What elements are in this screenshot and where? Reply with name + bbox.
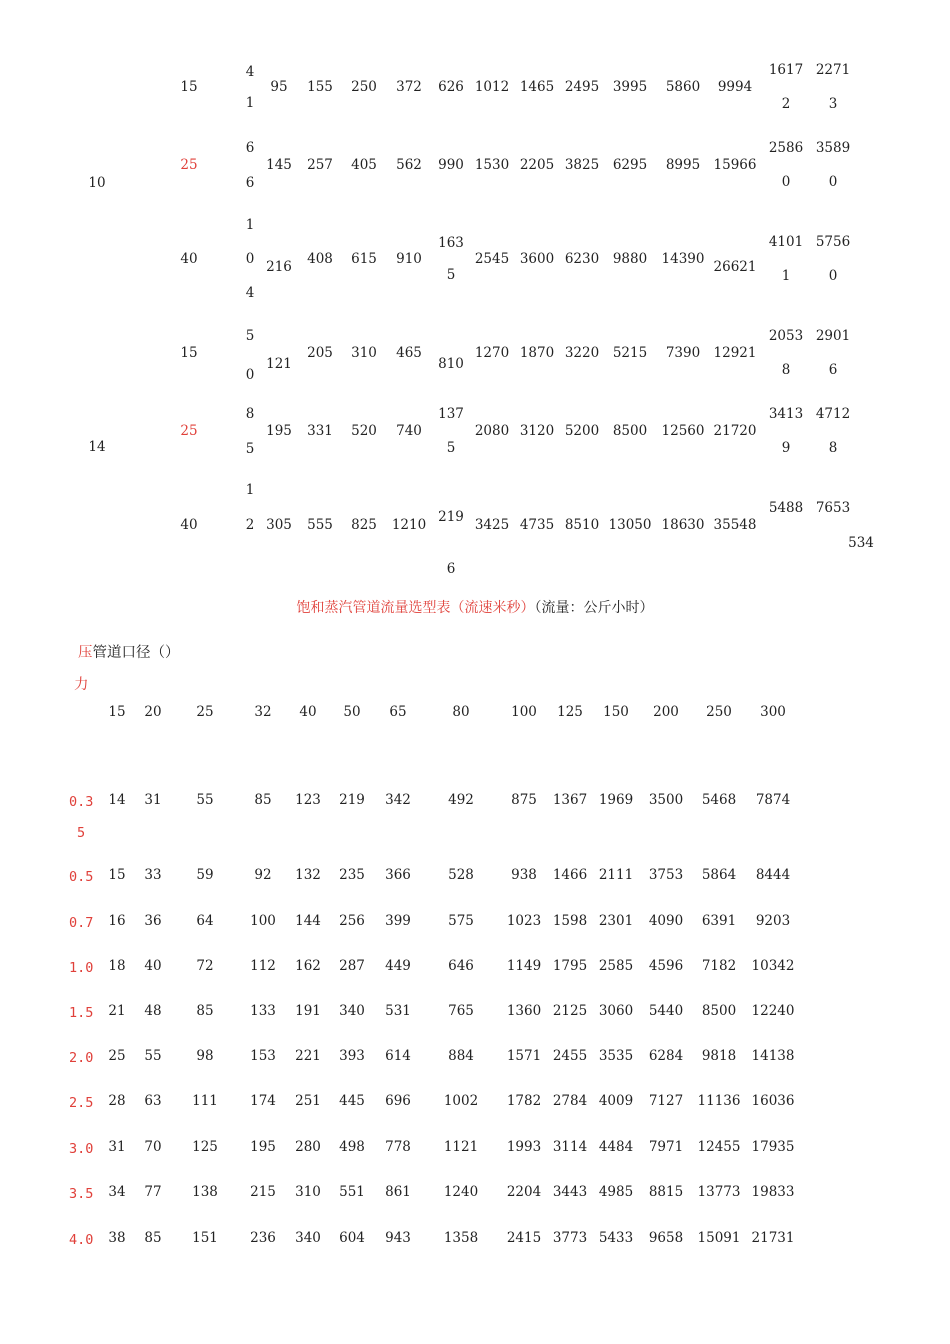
flow-value: 875 [511, 792, 537, 808]
pressure-label: 5 [77, 825, 86, 841]
flow-value: 4985 [598, 1184, 634, 1200]
flow-value: 1993 [506, 1139, 542, 1155]
diameter-header: 32 [254, 704, 272, 720]
flow-value: 257 [307, 157, 333, 173]
flow-value: 21 [108, 1003, 126, 1019]
flow-value: 9203 [755, 913, 791, 929]
flow-value: 555 [307, 517, 333, 533]
flow-value: 1002 [443, 1093, 479, 1109]
flow-value: 310 [295, 1184, 321, 1200]
flow-value: 740 [396, 423, 422, 439]
diameter-header: 80 [452, 704, 470, 720]
flow-value: 36 [144, 913, 162, 929]
diameter-header: 100 [511, 704, 537, 720]
flow-value: 778 [385, 1139, 411, 1155]
pressure-label-1: 压 [78, 645, 93, 661]
flow-value: 9 [781, 440, 791, 456]
flow-value: 5 [245, 327, 255, 344]
flow-value: 8995 [665, 157, 701, 173]
flow-value: 6 [446, 561, 456, 577]
flow-value: 520 [351, 423, 377, 439]
flow-value: 33 [144, 867, 162, 883]
flow-value: 4 [245, 285, 255, 301]
flow-value: 825 [351, 517, 377, 533]
flow-value: 8510 [564, 517, 600, 533]
flow-value: 28 [108, 1093, 126, 1109]
flow-value: 449 [385, 958, 411, 974]
flow-value: 121 [266, 356, 292, 372]
flow-value: 0 [245, 251, 255, 267]
flow-value: 112 [250, 958, 276, 974]
flow-value: 287 [339, 958, 365, 974]
flow-value: 1571 [506, 1048, 542, 1064]
flow-value: 3114 [552, 1139, 588, 1155]
flow-value: 6295 [612, 157, 648, 173]
flow-value: 2 [781, 96, 791, 112]
flow-value: 15 [108, 867, 126, 883]
flow-value: 1 [781, 268, 791, 284]
diameter-header: 65 [389, 704, 407, 720]
flow-value: 5 [446, 440, 456, 456]
flow-value: 3120 [519, 423, 555, 439]
flow-value: 4101 [768, 234, 804, 250]
flow-value: 7971 [648, 1139, 684, 1155]
flow-value: 1367 [552, 792, 588, 808]
diameter-header: 15 [108, 704, 126, 720]
flow-value: 12455 [697, 1139, 741, 1155]
flow-value: 85 [144, 1230, 162, 1246]
flow-value: 9658 [648, 1230, 684, 1246]
pressure-group-label: 10 [88, 175, 106, 191]
velocity-label: 15 [180, 345, 198, 361]
flow-value: 8815 [648, 1184, 684, 1200]
flow-value: 810 [438, 356, 464, 372]
flow-value: 219 [438, 509, 464, 525]
flow-value: 153 [250, 1048, 276, 1064]
flow-value: 498 [339, 1139, 365, 1155]
flow-value: 3589 [815, 140, 851, 156]
flow-value: 205 [307, 345, 333, 361]
flow-value: 6 [245, 174, 255, 191]
flow-value: 138 [192, 1184, 218, 1200]
flow-value: 5 [446, 267, 456, 283]
flow-value: 938 [511, 867, 537, 883]
flow-value: 2204 [506, 1184, 542, 1200]
flow-value: 465 [396, 345, 422, 361]
diameter-header: 125 [557, 704, 583, 720]
flow-value: 8444 [755, 867, 791, 883]
flow-value: 145 [266, 157, 292, 173]
flow-value: 77 [144, 1184, 162, 1200]
flow-value: 614 [385, 1048, 411, 1064]
flow-value: 10342 [751, 958, 795, 974]
flow-value: 48 [144, 1003, 162, 1019]
flow-value: 15966 [713, 157, 757, 173]
flow-value: 5864 [701, 867, 737, 883]
flow-value: 3753 [648, 867, 684, 883]
flow-value: 1121 [443, 1139, 479, 1155]
flow-value: 1617 [768, 62, 804, 78]
pressure-label: 0.5 [69, 869, 94, 885]
pressure-group-label: 14 [88, 439, 106, 455]
flow-value: 646 [448, 958, 474, 974]
flow-value: 884 [448, 1048, 474, 1064]
flow-value: 2271 [815, 62, 851, 78]
flow-value: 8 [828, 440, 838, 456]
flow-value: 2784 [552, 1093, 588, 1109]
flow-value: 575 [448, 913, 474, 929]
flow-value: 910 [396, 251, 422, 267]
diameter-header: 300 [760, 704, 786, 720]
flow-value: 1270 [474, 345, 510, 361]
flow-value: 155 [307, 79, 333, 95]
flow-value: 7390 [665, 345, 701, 361]
flow-value: 0 [781, 174, 791, 190]
flow-value: 1465 [519, 79, 555, 95]
flow-value: 696 [385, 1093, 411, 1109]
flow-value: 4090 [648, 913, 684, 929]
flow-value: 1360 [506, 1003, 542, 1019]
diameter-header: 200 [653, 704, 679, 720]
flow-value: 990 [438, 157, 464, 173]
pressure-label: 1.0 [69, 960, 94, 976]
flow-value: 372 [396, 79, 422, 95]
flow-value: 144 [295, 913, 321, 929]
flow-value: 1969 [598, 792, 634, 808]
flow-value: 492 [448, 792, 474, 808]
flow-value: 8 [245, 405, 255, 422]
flow-value: 366 [385, 867, 411, 883]
flow-value: 38 [108, 1230, 126, 1246]
flow-value: 31 [144, 792, 162, 808]
flow-value: 16 [108, 913, 126, 929]
flow-value: 943 [385, 1230, 411, 1246]
diameter-header: 150 [603, 704, 629, 720]
flow-value: 12560 [661, 423, 705, 439]
flow-value: 95 [270, 79, 288, 95]
flow-value: 133 [250, 1003, 276, 1019]
flow-value: 7182 [701, 958, 737, 974]
flow-value: 2585 [598, 958, 634, 974]
flow-value: 9818 [701, 1048, 737, 1064]
flow-value: 7127 [648, 1093, 684, 1109]
flow-value: 534 [848, 535, 874, 551]
diameter-header: 40 [299, 704, 317, 720]
column-header-label [78, 641, 180, 662]
pressure-label: 0.3 [69, 794, 94, 810]
table-title [0, 597, 950, 617]
flow-value: 5756 [815, 234, 851, 250]
flow-value: 2455 [552, 1048, 588, 1064]
flow-value: 195 [266, 423, 292, 439]
velocity-label: 25 [180, 423, 198, 439]
flow-value: 55 [144, 1048, 162, 1064]
flow-value: 6391 [701, 913, 737, 929]
pressure-label: 3.0 [69, 1141, 94, 1157]
flow-value: 3600 [519, 251, 555, 267]
flow-value: 5200 [564, 423, 600, 439]
flow-value: 405 [351, 157, 377, 173]
pressure-label: 2.5 [69, 1095, 94, 1111]
flow-value: 70 [144, 1139, 162, 1155]
flow-value: 18 [108, 958, 126, 974]
flow-value: 8500 [701, 1003, 737, 1019]
flow-value: 2415 [506, 1230, 542, 1246]
pressure-label: 0.7 [69, 915, 94, 931]
flow-value: 15091 [697, 1230, 741, 1246]
flow-value: 137 [438, 406, 464, 422]
flow-value: 445 [339, 1093, 365, 1109]
flow-value: 3773 [552, 1230, 588, 1246]
pipe-diameter-label: 管道口径（） [92, 645, 180, 661]
flow-value: 4 [245, 63, 255, 80]
flow-value: 1 [245, 217, 255, 233]
flow-value: 2495 [564, 79, 600, 95]
flow-value: 132 [295, 867, 321, 883]
flow-value: 3413 [768, 406, 804, 422]
flow-value: 34 [108, 1184, 126, 1200]
flow-value: 1012 [474, 79, 510, 95]
flow-value: 215 [250, 1184, 276, 1200]
flow-value: 1210 [391, 517, 427, 533]
velocity-label: 40 [180, 251, 198, 267]
flow-value: 14138 [751, 1048, 795, 1064]
title-unit: （流量：公斤小时） [534, 600, 654, 616]
flow-value: 256 [339, 913, 365, 929]
flow-value: 59 [196, 867, 214, 883]
flow-value: 98 [196, 1048, 214, 1064]
flow-value: 1530 [474, 157, 510, 173]
flow-value: 2205 [519, 157, 555, 173]
flow-value: 2586 [768, 140, 804, 156]
flow-value: 12240 [751, 1003, 795, 1019]
velocity-label: 15 [180, 79, 198, 95]
flow-value: 2125 [552, 1003, 588, 1019]
flow-value: 4735 [519, 517, 555, 533]
flow-value: 2301 [598, 913, 634, 929]
flow-value: 2901 [815, 328, 851, 344]
flow-value: 3425 [474, 517, 510, 533]
flow-value: 4596 [648, 958, 684, 974]
flow-value: 72 [196, 958, 214, 974]
flow-value: 2545 [474, 251, 510, 267]
flow-value: 6284 [648, 1048, 684, 1064]
flow-value: 9880 [612, 251, 648, 267]
pressure-label-2: 力 [74, 677, 89, 693]
flow-value: 3443 [552, 1184, 588, 1200]
flow-value: 4484 [598, 1139, 634, 1155]
flow-value: 3825 [564, 157, 600, 173]
flow-value: 14 [108, 792, 126, 808]
flow-value: 3995 [612, 79, 648, 95]
flow-value: 26621 [713, 259, 757, 275]
flow-value: 18630 [661, 517, 705, 533]
flow-value: 5860 [665, 79, 701, 95]
flow-value: 604 [339, 1230, 365, 1246]
flow-value: 4009 [598, 1093, 634, 1109]
flow-value: 5488 [768, 500, 804, 516]
flow-value: 13773 [697, 1184, 741, 1200]
flow-value: 123 [295, 792, 321, 808]
flow-value: 280 [295, 1139, 321, 1155]
diameter-header: 250 [706, 704, 732, 720]
flow-value: 174 [250, 1093, 276, 1109]
flow-value: 551 [339, 1184, 365, 1200]
flow-value: 100 [250, 913, 276, 929]
flow-value: 1466 [552, 867, 588, 883]
velocity-label: 40 [180, 517, 198, 533]
flow-value: 7653 [815, 500, 851, 516]
flow-value: 111 [192, 1093, 218, 1109]
flow-value: 4712 [815, 406, 851, 422]
flow-value: 5433 [598, 1230, 634, 1246]
flow-value: 8500 [612, 423, 648, 439]
flow-value: 7874 [755, 792, 791, 808]
flow-value: 17935 [751, 1139, 795, 1155]
flow-value: 1 [245, 94, 255, 111]
flow-value: 3535 [598, 1048, 634, 1064]
flow-value: 25 [108, 1048, 126, 1064]
flow-value: 2080 [474, 423, 510, 439]
flow-value: 63 [144, 1093, 162, 1109]
flow-value: 55 [196, 792, 214, 808]
flow-value: 195 [250, 1139, 276, 1155]
flow-value: 305 [266, 517, 292, 533]
flow-value: 3 [828, 96, 838, 112]
flow-value: 399 [385, 913, 411, 929]
flow-value: 6 [245, 139, 255, 156]
flow-value: 21720 [713, 423, 757, 439]
flow-value: 64 [196, 913, 214, 929]
flow-value: 40 [144, 958, 162, 974]
flow-value: 0 [828, 174, 838, 190]
flow-value: 219 [339, 792, 365, 808]
diameter-header: 50 [343, 704, 361, 720]
flow-value: 528 [448, 867, 474, 883]
flow-value: 125 [192, 1139, 218, 1155]
pressure-label: 2.0 [69, 1050, 94, 1066]
flow-value: 35548 [713, 517, 757, 533]
flow-value: 340 [339, 1003, 365, 1019]
flow-value: 250 [351, 79, 377, 95]
flow-value: 765 [448, 1003, 474, 1019]
flow-value: 861 [385, 1184, 411, 1200]
flow-value: 5215 [612, 345, 648, 361]
flow-value: 162 [295, 958, 321, 974]
flow-value: 251 [295, 1093, 321, 1109]
flow-value: 615 [351, 251, 377, 267]
flow-value: 19833 [751, 1184, 795, 1200]
flow-value: 151 [192, 1230, 218, 1246]
flow-value: 1782 [506, 1093, 542, 1109]
flow-value: 1 [245, 481, 255, 498]
flow-value: 12921 [713, 345, 757, 361]
flow-value: 9994 [717, 79, 753, 95]
flow-value: 13050 [608, 517, 652, 533]
flow-value: 191 [295, 1003, 321, 1019]
flow-value: 21731 [751, 1230, 795, 1246]
flow-value: 2053 [768, 328, 804, 344]
flow-value: 340 [295, 1230, 321, 1246]
flow-value: 85 [196, 1003, 214, 1019]
flow-value: 310 [351, 345, 377, 361]
flow-value: 11136 [697, 1093, 741, 1109]
flow-value: 562 [396, 157, 422, 173]
flow-value: 5440 [648, 1003, 684, 1019]
flow-value: 221 [295, 1048, 321, 1064]
flow-value: 235 [339, 867, 365, 883]
flow-value: 3500 [648, 792, 684, 808]
pressure-label: 4.0 [69, 1232, 94, 1248]
flow-value: 1149 [506, 958, 542, 974]
flow-value: 1358 [443, 1230, 479, 1246]
flow-value: 85 [254, 792, 272, 808]
flow-value: 31 [108, 1139, 126, 1155]
flow-value: 3060 [598, 1003, 634, 1019]
pressure-label: 1.5 [69, 1005, 94, 1021]
flow-value: 5 [245, 440, 255, 457]
flow-value: 2111 [598, 867, 634, 883]
flow-value: 342 [385, 792, 411, 808]
flow-value: 1795 [552, 958, 588, 974]
flow-value: 1598 [552, 913, 588, 929]
flow-value: 5468 [701, 792, 737, 808]
flow-value: 6230 [564, 251, 600, 267]
flow-value: 626 [438, 79, 464, 95]
flow-value: 331 [307, 423, 333, 439]
flow-value: 16036 [751, 1093, 795, 1109]
flow-value: 6 [828, 362, 838, 378]
title-main: 饱和蒸汽管道流量选型表（流速米秒） [296, 600, 535, 616]
flow-value: 393 [339, 1048, 365, 1064]
flow-value: 1023 [506, 913, 542, 929]
flow-value: 163 [438, 235, 464, 251]
flow-value: 3220 [564, 345, 600, 361]
flow-value: 236 [250, 1230, 276, 1246]
flow-value: 8 [781, 362, 791, 378]
flow-value: 0 [245, 366, 255, 383]
flow-value: 92 [254, 867, 272, 883]
flow-value: 1870 [519, 345, 555, 361]
flow-value: 408 [307, 251, 333, 267]
velocity-label: 25 [180, 157, 198, 173]
flow-value: 1240 [443, 1184, 479, 1200]
flow-value: 531 [385, 1003, 411, 1019]
flow-value: 216 [266, 259, 292, 275]
pressure-label: 3.5 [69, 1186, 94, 1202]
flow-value: 2 [245, 516, 255, 533]
flow-value: 14390 [661, 251, 705, 267]
diameter-header: 20 [144, 704, 162, 720]
diameter-header: 25 [196, 704, 214, 720]
flow-value: 0 [828, 268, 838, 284]
